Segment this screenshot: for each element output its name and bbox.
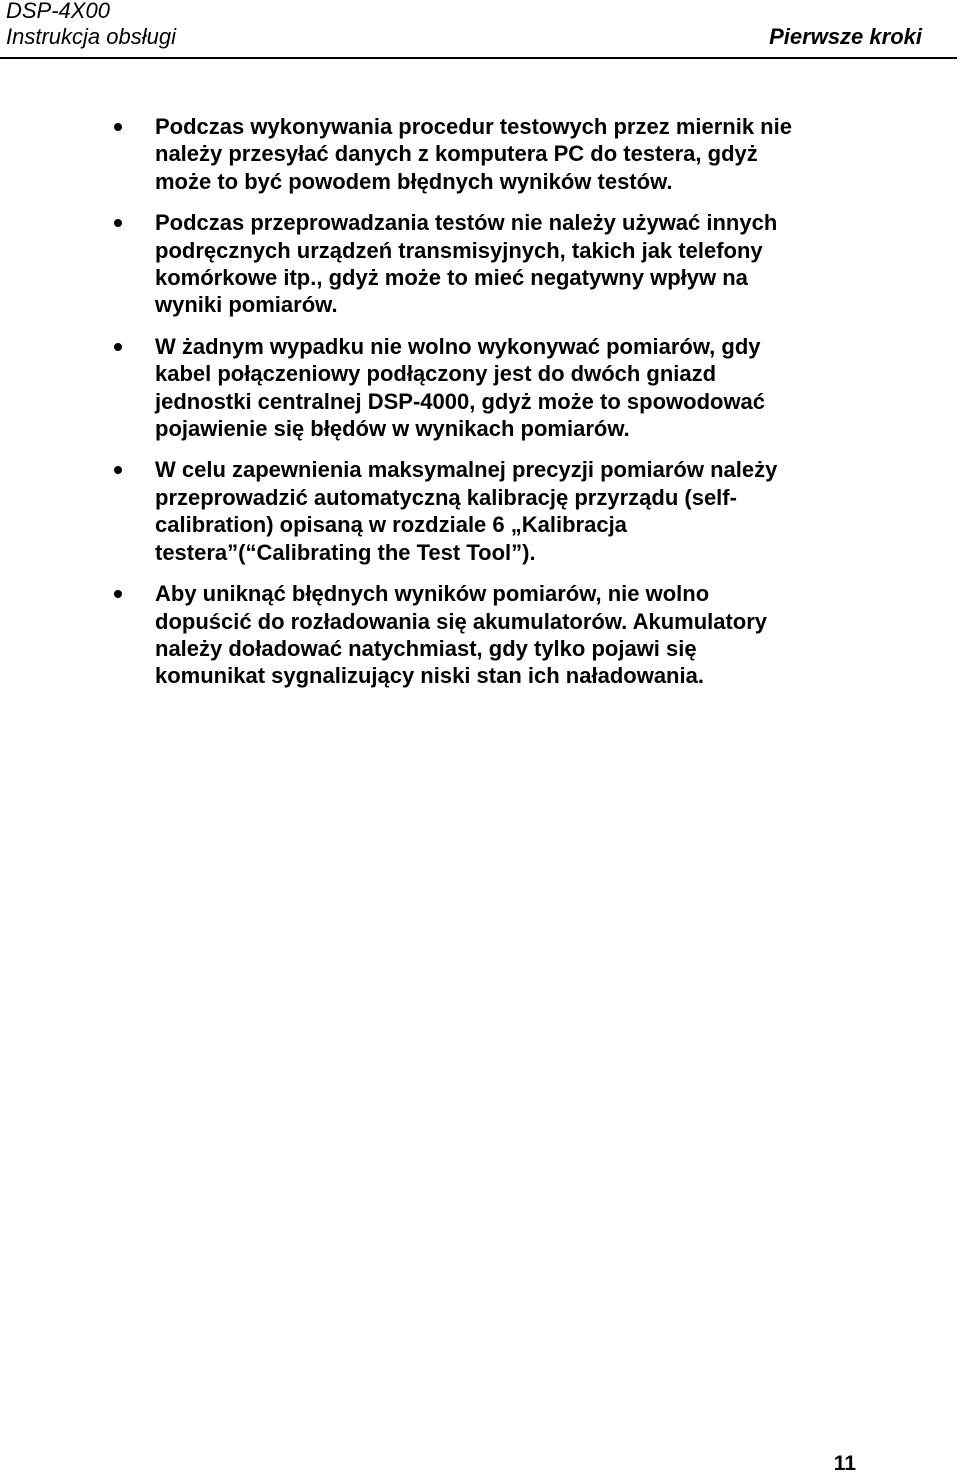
page-number: 11 <box>833 1452 856 1475</box>
list-item-text: W celu zapewnienia maksymalnej precyzji pomiarów należy przeprowadzić automatyczną kalibrację przyrządu (self-calibration) opisaną w rozdziale 6 „Kalibracja testera”(“Calibrating the Test Tool”). <box>155 457 778 565</box>
bullet-list <box>0 113 795 704</box>
bullet-icon <box>114 123 122 131</box>
list-item <box>0 113 795 195</box>
list-item-text: W żadnym wypadku nie wolno wykonywać pomiarów, gdy kabel połączeniowy podłączony jest do dwóch gniazd jednostki centralnej DSP-4000, gdyż może to spowodować pojawienie się błędów w wynikach pomiarów. <box>155 333 766 442</box>
header-divider <box>0 57 957 59</box>
list-item-text: Podczas przeprowadzania testów nie należy używać innych podręcznych urządzeń transmisyjnych, takich jak telefony komórkowe itp., gdyż może to mieć negatywny wpływ na wyniki pomiarów. <box>155 210 778 318</box>
bullet-icon <box>114 466 122 474</box>
list-item <box>0 456 795 566</box>
list-item <box>0 580 795 690</box>
product-name: DSP-4X00 <box>6 0 110 23</box>
bullet-icon <box>114 343 122 351</box>
list-item <box>0 209 795 319</box>
list-item <box>0 333 795 443</box>
bullet-icon <box>114 219 122 227</box>
list-item-text: Podczas wykonywania procedur testowych przez miernik nie należy przesyłać danych z komputera PC do testera, gdyż może to być powodem błędnych wyników testów. <box>155 114 792 194</box>
list-item-text: Aby uniknąć błędnych wyników pomiarów, nie wolno dopuścić do rozładowania się akumulatorów. Akumulatory należy doładować natychmiast, gdy tylko pojawi się komunikat sygnalizujący niski stan ich naładowania. <box>155 581 768 689</box>
header-left <box>6 0 176 50</box>
section-title: Pierwsze kroki <box>769 24 922 49</box>
bullet-icon <box>114 590 122 598</box>
manual-title: Instrukcja obsługi <box>6 24 176 49</box>
